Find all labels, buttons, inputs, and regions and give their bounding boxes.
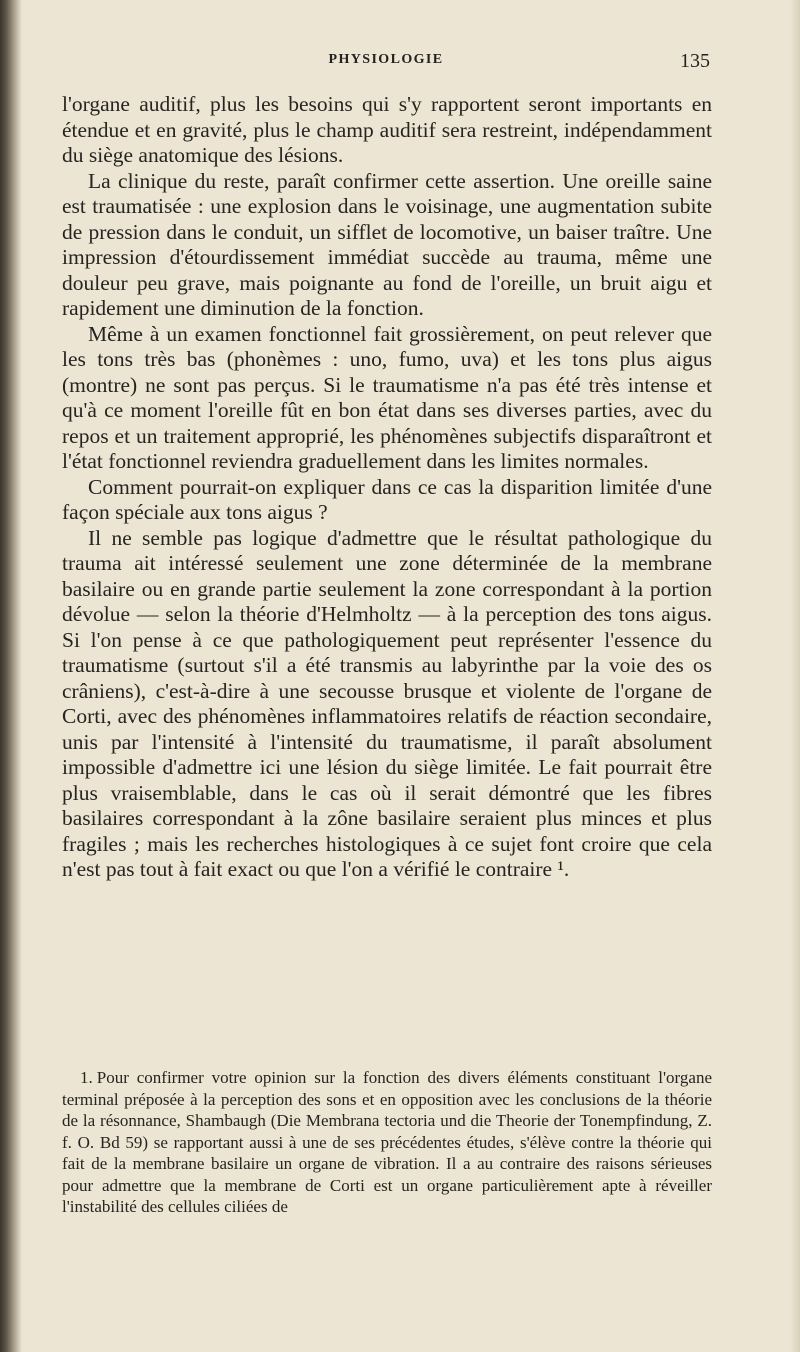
page-right-edge — [790, 0, 800, 1352]
paragraph-1: l'organe auditif, plus les besoins qui s'y rapportent seront importants en étendue et en gravité, plus le champ auditif sera restreint, indépendamment du siège anatomique des lésions. — [62, 92, 712, 167]
footnote — [62, 1067, 712, 1218]
footnote-marker: 1. — [80, 1068, 93, 1087]
paragraph-2: La clinique du reste, paraît confirmer cette assertion. Une oreille saine est traumatisée : une explosion dans le voisinage, une augmentation subite de pression dans le conduit, un sifflet de locomotive, un baiser traître. Une impression d'étourdissement immédiat succède au trauma, même une douleur peu grave, mais poignante au fond de l'oreille, un bruit aigu et rapidement une diminution de la fonction. — [62, 168, 712, 320]
main-text — [62, 92, 712, 883]
paragraph-4: Comment pourrait-on expliquer dans ce cas la disparition limitée d'une façon spéciale aux tons aigus ? — [62, 474, 712, 524]
paragraph-3: Même à un examen fonctionnel fait grossièrement, on peut relever que les tons très bas (phonèmes : uno, fumo, uva) et les tons plus aigus (montre) ne sont pas perçus. Si le traumatisme n'a pas été très intense et qu'à ce moment l'oreille fût en bon état dans ses diverses parties, avec du repos et un traitement approprié, les phénomènes subjectifs disparaîtront et l'état fonctionnel reviendra graduellement dans les limites normales. — [62, 321, 712, 473]
page-number: 135 — [680, 50, 710, 72]
footnote-paragraph — [62, 1067, 712, 1218]
footnote-text: Pour confirmer votre opinion sur la fonction des divers éléments constituant l'organe terminal préposée à la perception des sons et en opposition avec les conclusions de la théorie de la résonnance, Shambaugh (Die Membrana tectoria und die Theorie der Tonempfindung, Z. f. O. Bd 59) se rapportant aussi à une de ses précédentes études, s'élève contre la théorie qui fait de la membrane basilaire un organe de vibration. Il a au contraire des raisons sérieuses pour admettre que la membrane de Corti est un organe particulièrement apte à réveiller l'instabilité des cellules ciliées de — [62, 1068, 712, 1216]
running-head: PHYSIOLOGIE — [328, 52, 444, 67]
paragraph-5: Il ne semble pas logique d'admettre que le résultat pathologique du trauma ait intéressé seulement une zone déterminée de la membrane basilaire ou en grande partie seulement la zone correspondant à la portion dévolue — selon la théorie d'Helmholtz — à la perception des tons aigus. Si l'on pense à ce que pathologiquement peut représenter l'essence du traumatisme (surtout s'il a été transmis au labyrinthe par la voie des os crâniens), c'est-à-dire à une secousse brusque et violente de l'organe de Corti, avec des phénomènes inflammatoires relatifs de réaction secondaire, unis par l'intensité à l'intensité du traumatisme, il paraît absolument impossible d'admettre ici une lésion du siège limitée. Le fait pourrait être plus vraisemblable, dans le cas où il serait démontré que les fibres basilaires correspondant à la zône basilaire seraient plus minces et plus fragiles ; mais les recherches histologiques à ce sujet font croire que cela n'est pas tout à fait exact ou que l'on a vérifié le contraire ¹. — [62, 525, 712, 881]
page-header — [62, 50, 710, 80]
page-gutter-shadow — [0, 0, 22, 1352]
